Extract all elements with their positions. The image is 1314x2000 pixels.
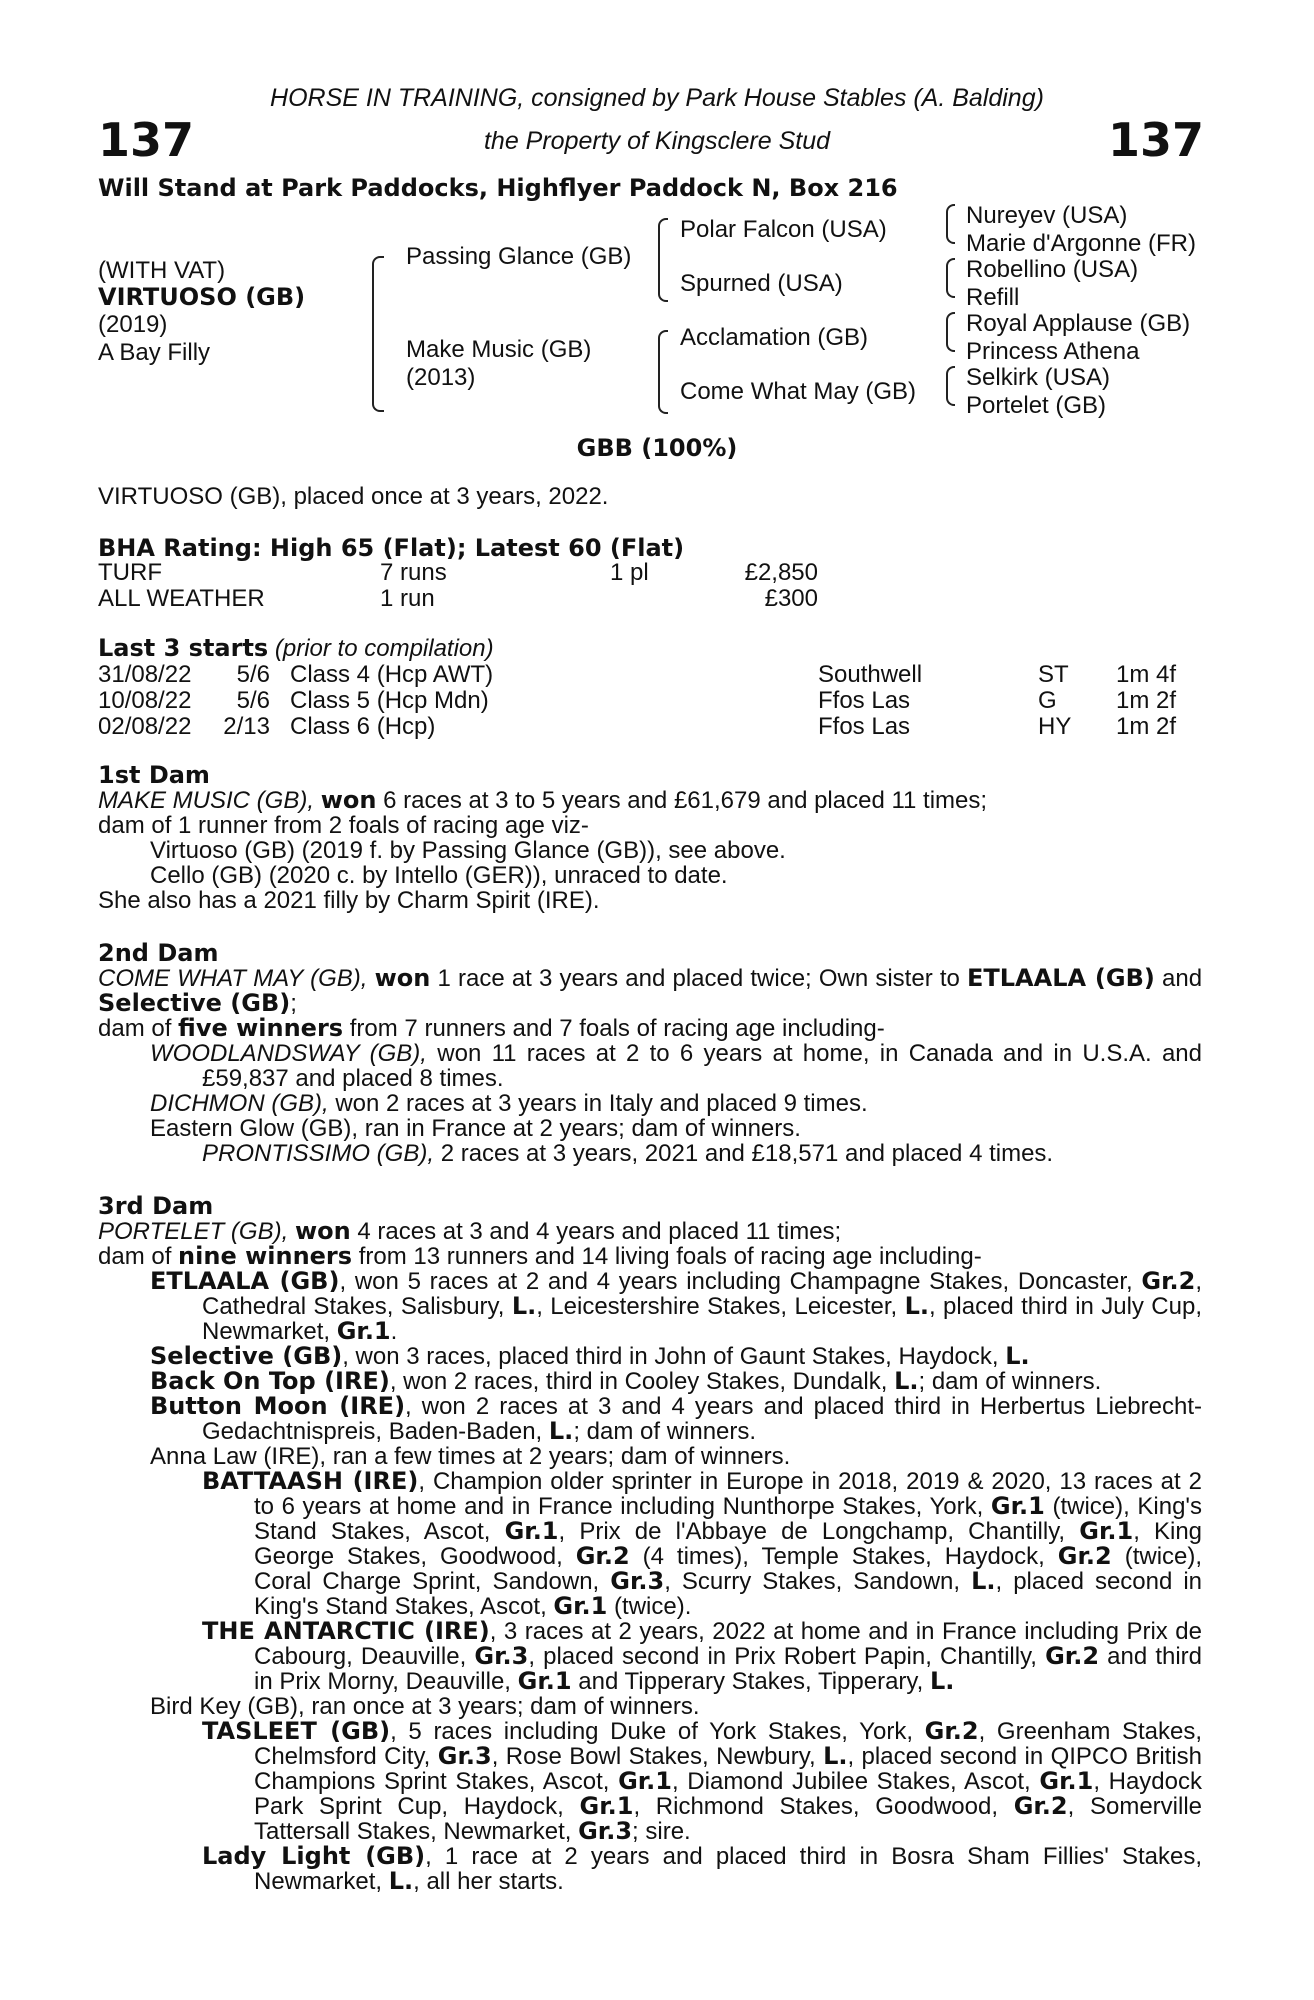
stand-location: Will Stand at Park Paddocks, Highflyer Paddock N, Box 216 xyxy=(98,174,898,202)
pedigree-sire-dam: Spurned (USA) xyxy=(680,270,843,297)
produce-text: from 7 runners and 7 foals of racing age including- xyxy=(349,1015,885,1042)
race-summary: VIRTUOSO (GB), placed once at 3 years, 2022. xyxy=(98,483,609,510)
rating-runs-turf: 7 runs xyxy=(380,559,447,586)
gbb-label: GBB (100%) xyxy=(576,434,738,462)
won-label: won xyxy=(374,964,431,992)
entry-name: Back On Top (IRE) xyxy=(150,1367,390,1395)
pedigree-dam-sire: Acclamation (GB) xyxy=(680,324,869,351)
pedigree-sire-sire: Polar Falcon (USA) xyxy=(680,216,887,243)
foal-record: 2 races at 3 years, 2021 and £18,571 and placed 4 times. xyxy=(440,1140,1054,1167)
start-3-dist: 1m 2f xyxy=(1116,713,1177,740)
start-1-course: Southwell xyxy=(818,661,923,688)
foal-name: PRONTISSIMO (GB), xyxy=(202,1140,435,1167)
third-dam-record: 4 races at 3 and 4 years and placed 11 times; xyxy=(357,1218,842,1245)
first-dam-name: MAKE MUSIC (GB), xyxy=(98,787,315,814)
entry-text: ; sire. xyxy=(632,1818,691,1845)
entry-text: , 5 races including Duke of York Stakes, York, xyxy=(390,1718,913,1745)
entry-tasleet xyxy=(202,1719,1202,1844)
winners-count: nine winners xyxy=(178,1242,353,1270)
rating-surface-turf: TURF xyxy=(98,559,162,586)
entry-text: , Champion older sprinter in Europe in 2018, 2019 & 2020, 13 races at 2 to 6 years at home and in France including Nunthorpe Stakes, York, xyxy=(254,1468,1202,1520)
pedigree-dds: Selkirk (USA) xyxy=(966,364,1111,391)
entry-text: (twice), King's Stand Stakes, Ascot, xyxy=(254,1493,1203,1545)
sibling-2: Selective (GB) xyxy=(98,989,291,1017)
pedigree-brace-1 xyxy=(946,204,955,244)
pedigree-sds: Robellino (USA) xyxy=(966,256,1139,283)
start-2-course: Ffos Las xyxy=(818,687,911,714)
start-2-date: 10/08/22 xyxy=(98,687,192,714)
entry-text: , Richmond Stakes, Goodwood, xyxy=(633,1793,998,1820)
foal-record: won 11 races at 2 to 6 years at home, in Canada and in U.S.A. and £59,837 and placed 8 times. xyxy=(202,1040,1202,1092)
entry-etlaala xyxy=(150,1269,1202,1344)
first-dam-section xyxy=(98,763,1198,913)
second-dam-section xyxy=(98,941,1202,1166)
rating-title: BHA Rating: High 65 (Flat); Latest 60 (Flat) xyxy=(98,534,685,562)
entry-text: , placed second in QIPCO British Champions Sprint Stakes, Ascot, xyxy=(254,1743,1202,1795)
grade: Gr.1 xyxy=(1079,1517,1134,1545)
grade: Gr.1 xyxy=(504,1517,559,1545)
conjunction: and xyxy=(1162,965,1203,992)
horse-year: (2019) xyxy=(98,311,168,338)
start-1-date: 31/08/22 xyxy=(98,661,192,688)
first-dam-foal-note: She also has a 2021 filly by Charm Spirit (IRE). xyxy=(98,887,600,914)
entry-text: (twice), Coral Charge Sprint, Sandown, xyxy=(254,1543,1203,1595)
entry-text: , Prix de l'Abbaye de Longchamp, Chantilly, xyxy=(558,1518,1066,1545)
first-dam-produce: dam of 1 runner from 2 foals of racing age viz- xyxy=(98,812,589,839)
second-dam-name: COME WHAT MAY (GB), xyxy=(98,965,368,992)
grade: Gr.1 xyxy=(1039,1767,1094,1795)
foal-name: WOODLANDSWAY (GB), xyxy=(150,1040,427,1067)
entry-text: , placed second in Prix Robert Papin, Chantilly, xyxy=(528,1643,1037,1670)
pedigree-brace-main xyxy=(372,256,384,412)
grade: Gr.1 xyxy=(579,1792,634,1820)
grade: Gr.2 xyxy=(1045,1642,1100,1670)
foal-name: DICHMON (GB), xyxy=(150,1090,329,1117)
rating-placed-turf: 1 pl xyxy=(610,559,649,586)
consignor-line: HORSE IN TRAINING, consigned by Park House Stables (A. Balding) xyxy=(270,84,1044,112)
entry-button-moon xyxy=(150,1394,1202,1444)
start-2-going: G xyxy=(1038,687,1057,714)
property-line: the Property of Kingsclere Stud xyxy=(483,127,831,155)
start-1-pos: 5/6 xyxy=(236,661,270,688)
rating-prize-turf: £2,850 xyxy=(744,559,818,586)
entry-text: , Cathedral Stakes, Salisbury, xyxy=(202,1268,1203,1320)
entry-text: , placed second in King's Stand Stakes, Ascot, xyxy=(254,1568,1203,1620)
pedigree-dsd: Princess Athena xyxy=(966,338,1140,365)
entry-text: , won 2 races, third in Cooley Stakes, Dundalk, xyxy=(389,1368,888,1395)
grade: Gr.3 xyxy=(610,1567,665,1595)
entry-text: (twice). xyxy=(614,1593,692,1620)
rating-surface-aw: ALL WEATHER xyxy=(98,585,265,612)
entry-name: Selective (GB) xyxy=(150,1342,343,1370)
grade: Gr.1 xyxy=(517,1667,572,1695)
third-dam-name: PORTELET (GB), xyxy=(98,1218,289,1245)
second-dam-title: 2nd Dam xyxy=(98,939,219,967)
grade: Gr.3 xyxy=(437,1742,492,1770)
second-dam-foal-3: Eastern Glow (GB), ran in France at 2 years; dam of winners. xyxy=(150,1115,801,1142)
entry-bird-key: Bird Key (GB), ran once at 3 years; dam of winners. xyxy=(150,1693,700,1720)
third-dam-section xyxy=(98,1194,1202,1894)
entry-selective xyxy=(98,1344,1202,1369)
entry-back-on-top xyxy=(98,1369,1202,1394)
grade: Gr.1 xyxy=(553,1592,608,1620)
grade: L. xyxy=(1005,1342,1030,1370)
pedigree-sdd: Refill xyxy=(966,284,1020,311)
start-1-dist: 1m 4f xyxy=(1116,661,1177,688)
start-1-going: ST xyxy=(1038,661,1069,688)
entry-text: , Greenham Stakes, Chelmsford City, xyxy=(254,1718,1203,1770)
entry-text: , won 2 races at 3 and 4 years and placed third in Herbertus Liebrecht-Gedachtnispreis, Baden-Baden, xyxy=(202,1393,1202,1445)
start-3-date: 02/08/22 xyxy=(98,713,192,740)
entry-text: , won 3 races, placed third in John of Gaunt Stakes, Haydock, xyxy=(342,1343,999,1370)
entry-name: Button Moon (IRE) xyxy=(150,1392,406,1420)
first-dam-foal-2: Cello (GB) (2020 c. by Intello (GER)), unraced to date. xyxy=(150,862,728,889)
second-dam-foal-1 xyxy=(98,1041,1202,1091)
start-2-dist: 1m 2f xyxy=(1116,687,1177,714)
pedigree-dam-year: (2013) xyxy=(406,364,476,391)
entry-the-antarctic xyxy=(202,1619,1202,1694)
pedigree-brace-3 xyxy=(946,312,955,352)
won-label: won xyxy=(320,786,377,814)
second-dam-text: 1 race at 3 years and placed twice; Own sister to xyxy=(437,965,960,992)
pedigree-dss: Royal Applause (GB) xyxy=(966,310,1191,337)
grade: Gr.3 xyxy=(474,1642,529,1670)
vat-note: (WITH VAT) xyxy=(98,257,226,284)
entry-text: , Leicestershire Stakes, Leicester, xyxy=(536,1293,898,1320)
punct: ; xyxy=(290,990,297,1017)
horse-name: VIRTUOSO (GB) xyxy=(98,283,306,311)
entry-text: , 3 races at 2 years, 2022 at home and in France including Prix de Cabourg, Deauville, xyxy=(254,1618,1202,1670)
entry-text: , Haydock Park Sprint Cup, Haydock, xyxy=(254,1768,1202,1820)
rating-prize-aw: £300 xyxy=(764,585,818,612)
entry-name: TASLEET (GB) xyxy=(202,1717,391,1745)
pedigree-brace-dam xyxy=(658,330,668,414)
start-3-going: HY xyxy=(1038,713,1072,740)
pedigree-ddd: Portelet (GB) xyxy=(966,392,1107,419)
grade: L. xyxy=(823,1742,848,1770)
entry-text: and third in Prix Morny, Deauville, xyxy=(254,1643,1203,1695)
lot-number-right: 137 xyxy=(1107,113,1204,167)
entry-text: , won 5 races at 2 and 4 years including Champagne Stakes, Doncaster, xyxy=(339,1268,1133,1295)
won-label: won xyxy=(294,1217,351,1245)
produce-text: from 13 runners and 14 living foals of racing age including- xyxy=(358,1243,982,1270)
grade: L. xyxy=(894,1367,919,1395)
entry-name: BATTAASH (IRE) xyxy=(202,1467,419,1495)
grade: L. xyxy=(548,1417,574,1445)
grade: L. xyxy=(388,1867,414,1895)
rating-runs-aw: 1 run xyxy=(380,585,435,612)
pedigree-sire: Passing Glance (GB) xyxy=(406,243,632,270)
entry-lady-light xyxy=(202,1844,1202,1894)
entry-text: . xyxy=(390,1318,398,1345)
entry-text: , Somerville Tattersall Stakes, Newmarket, xyxy=(254,1793,1203,1845)
entry-text: , Diamond Jubilee Stakes, Ascot, xyxy=(672,1768,1031,1795)
first-dam-foal-1: Virtuoso (GB) (2019 f. by Passing Glance (GB)), see above. xyxy=(150,837,786,864)
starts-heading xyxy=(98,634,494,663)
starts-title: Last 3 starts xyxy=(98,634,269,662)
entry-text: , all her starts. xyxy=(413,1868,564,1895)
entry-name: Lady Light (GB) xyxy=(202,1842,426,1870)
entry-name: THE ANTARCTIC (IRE) xyxy=(202,1617,490,1645)
second-dam-record xyxy=(98,966,1202,1016)
grade: Gr.2 xyxy=(575,1542,630,1570)
grade: Gr.2 xyxy=(1013,1792,1068,1820)
start-2-pos: 5/6 xyxy=(236,687,270,714)
start-2-race: Class 5 (Hcp Mdn) xyxy=(290,687,489,714)
entry-text: (4 times), Temple Stakes, Haydock, xyxy=(642,1543,1045,1570)
grade: Gr.3 xyxy=(578,1817,633,1845)
third-dam-title: 3rd Dam xyxy=(98,1192,214,1220)
grade: L. xyxy=(904,1292,929,1320)
starts-note: (prior to compilation) xyxy=(274,635,494,662)
horse-description: A Bay Filly xyxy=(98,339,211,366)
entry-text: , Rose Bowl Stakes, Newbury, xyxy=(491,1743,816,1770)
grade: L. xyxy=(971,1567,996,1595)
lot-number-left: 137 xyxy=(98,113,195,167)
grade: L. xyxy=(929,1667,955,1695)
pedigree-ssd: Marie d'Argonne (FR) xyxy=(966,230,1196,257)
foal-record: won 2 races at 3 years in Italy and placed 9 times. xyxy=(335,1090,868,1117)
grade: Gr.2 xyxy=(924,1717,979,1745)
grade: Gr.2 xyxy=(1057,1542,1112,1570)
entry-text: , placed third in July Cup, Newmarket, xyxy=(202,1293,1202,1345)
pedigree-brace-2 xyxy=(946,258,955,298)
entry-text: , Scurry Stakes, Sandown, xyxy=(664,1568,961,1595)
first-dam-record: 6 races at 3 to 5 years and £61,679 and placed 11 times; xyxy=(383,787,988,814)
produce-prefix: dam of xyxy=(98,1243,172,1270)
winners-count: five winners xyxy=(178,1014,344,1042)
start-1-race: Class 4 (Hcp AWT) xyxy=(290,661,494,688)
entry-text: ; dam of winners. xyxy=(573,1418,757,1445)
pedigree-dam-dam: Come What May (GB) xyxy=(680,378,917,405)
start-3-course: Ffos Las xyxy=(818,713,911,740)
start-3-pos: 2/13 xyxy=(223,713,270,740)
grade: Gr.1 xyxy=(990,1492,1045,1520)
entry-text: , King George Stakes, Goodwood, xyxy=(254,1518,1203,1570)
pedigree-brace-4 xyxy=(946,366,955,406)
entry-text: , 1 race at 2 years and placed third in Bosra Sham Fillies' Stakes, Newmarket, xyxy=(254,1843,1203,1895)
pedigree-dam: Make Music (GB) xyxy=(406,336,592,363)
grade: L. xyxy=(511,1292,537,1320)
grade: Gr.1 xyxy=(618,1767,672,1795)
entry-anna-law: Anna Law (IRE), ran a few times at 2 years; dam of winners. xyxy=(150,1443,791,1470)
grade: Gr.1 xyxy=(336,1317,391,1345)
first-dam-title: 1st Dam xyxy=(98,761,210,789)
grade: Gr.2 xyxy=(1141,1267,1196,1295)
pedigree-brace-sire xyxy=(658,218,668,302)
entry-text: and Tipperary Stakes, Tipperary, xyxy=(578,1668,924,1695)
entry-battaash xyxy=(202,1469,1202,1619)
sibling-1: ETLAALA (GB) xyxy=(967,964,1155,992)
produce-prefix: dam of xyxy=(98,1015,172,1042)
entry-text: ; dam of winners. xyxy=(918,1368,1102,1395)
entry-name: ETLAALA (GB) xyxy=(150,1267,340,1295)
start-3-race: Class 6 (Hcp) xyxy=(290,713,436,740)
pedigree-sss: Nureyev (USA) xyxy=(966,202,1128,229)
